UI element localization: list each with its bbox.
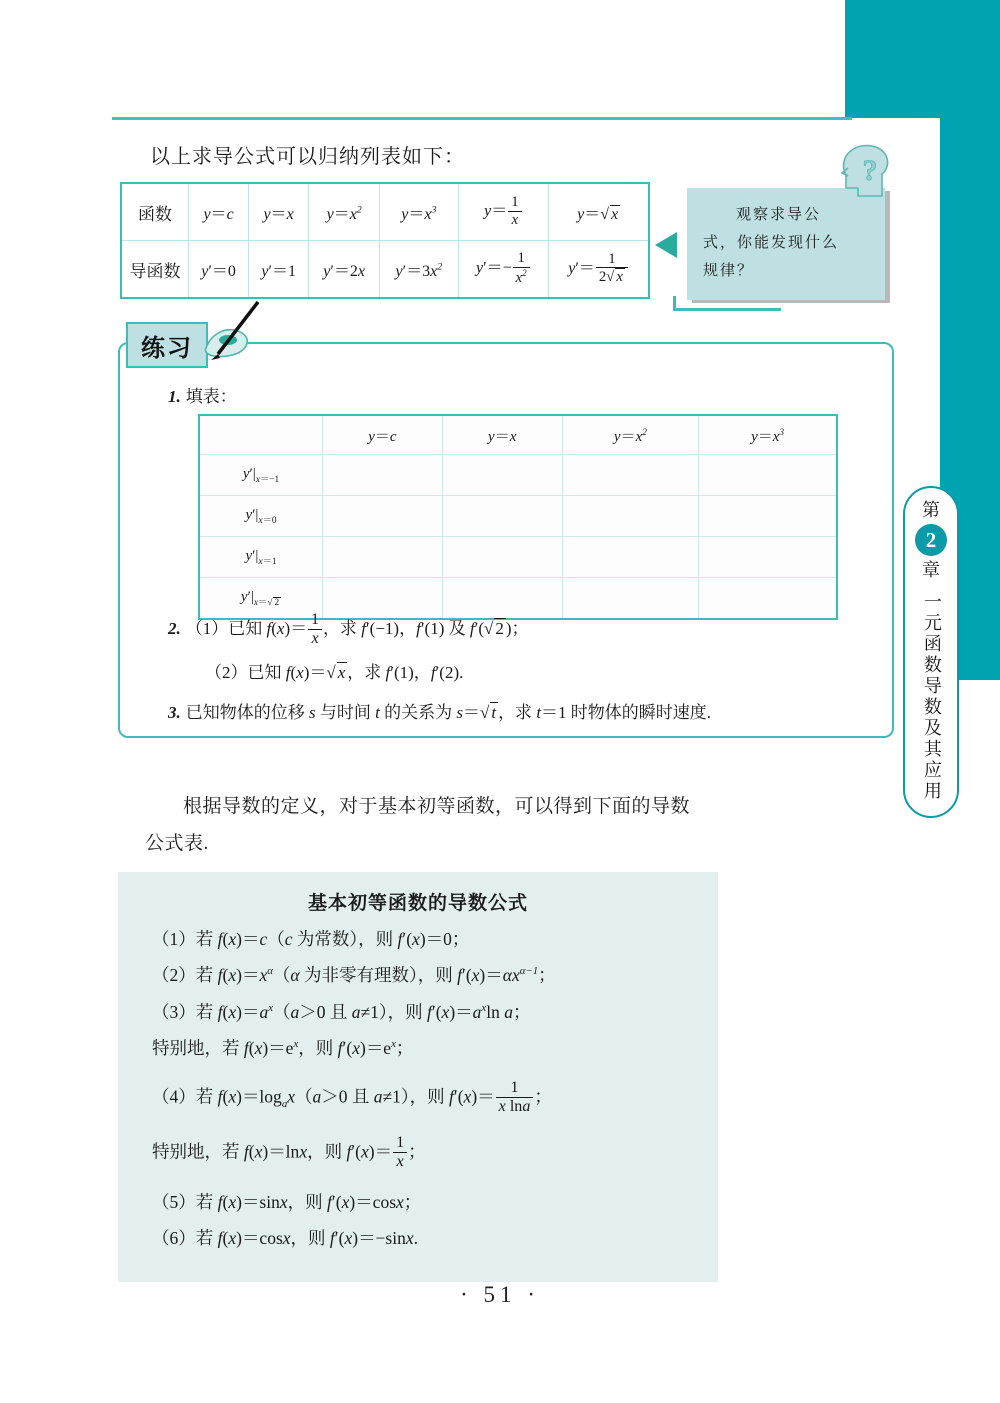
cell-function-5: y＝ $\frac{1}{x}$: [458, 183, 549, 241]
col-header-3: $y=x^2$: [562, 415, 699, 455]
derivative-summary-table: [120, 182, 650, 299]
answer-cell[interactable]: [442, 496, 562, 537]
bubble-line-3: 规律？: [703, 262, 755, 279]
answer-cell[interactable]: [699, 537, 837, 578]
table-row: [121, 183, 649, 241]
bubble-line-1: 观察求导公: [736, 207, 822, 223]
answer-cell[interactable]: [699, 496, 837, 537]
bubble-line-2: 式，你能发现什么: [703, 234, 840, 251]
cell-derivative-6: y′＝ $\frac{1}{2√ x}$: [549, 241, 649, 299]
col-header-2: y＝x: [442, 415, 562, 455]
bubble-tail: [673, 296, 781, 311]
cell-derivative-5: y′＝− $\frac{1}{x^2}$: [458, 241, 549, 299]
chapter-prefix: 第: [922, 500, 940, 520]
practice-item-2-sub-2: [205, 658, 463, 683]
cell-function-2: y＝x: [249, 183, 309, 241]
practice-item-3: [168, 698, 711, 723]
answer-cell[interactable]: [699, 578, 837, 620]
formula-line-6: 特别地，若 f(x)＝lnx，则 f′(x)＝ $\frac{1}{x}$ ；: [152, 1133, 426, 1170]
header-rule: [112, 117, 852, 120]
formula-box: [118, 872, 718, 1282]
answer-cell[interactable]: [562, 455, 699, 496]
row-label-derivative: 导函数: [121, 241, 189, 299]
row-header-2: $y'|_{x=0}$: [199, 496, 323, 537]
formula-box-title: 基本初等函数的导数公式: [307, 893, 528, 914]
corner-cell: [199, 415, 323, 455]
answer-cell[interactable]: [562, 578, 699, 620]
cell-derivative-4: $y'=3x^2$: [380, 241, 458, 299]
formula-line-1: （1）若 f(x)＝c（c 为常数），则 f′(x)＝0；: [152, 929, 470, 949]
practice-tag: 练习: [126, 322, 208, 368]
table-row: [199, 537, 837, 578]
col-header-1: y＝c: [323, 415, 443, 455]
item-number: 2.: [168, 618, 181, 638]
body-paragraph: 根据导数的定义，对于基本初等函数，可以得到下面的导数公式表.: [145, 796, 691, 855]
cell-derivative-3: y′＝2x: [309, 241, 380, 299]
formula-line-8: （6）若 f(x)＝cosx，则 f′(x)＝−sinx.: [152, 1227, 419, 1248]
answer-cell[interactable]: [442, 537, 562, 578]
table-row: [199, 415, 837, 455]
thought-bubble: [687, 186, 885, 300]
row-header-1: $y'|_{x=-1}$: [199, 455, 323, 496]
practice-item-1: [168, 382, 237, 407]
answer-cell[interactable]: [699, 455, 837, 496]
item-2-sub-1: （1）已知 f(x)＝ $\frac{1}{x}$ ，求 f′(−1)，f′(1) 及 f′(√ 2 )；: [185, 611, 529, 647]
intro-line: 以上求导公式可以归纳列表如下：: [150, 146, 465, 168]
item-number: 3.: [168, 703, 181, 722]
table-row: [199, 496, 837, 537]
page-number: · 51 ·: [460, 1282, 540, 1307]
cell-derivative-1: y′＝0: [189, 241, 249, 299]
row-header-3: $y'|_{x=1}$: [199, 537, 323, 578]
col-header-4: $y=x^3$: [699, 415, 837, 455]
thinking-head-icon: [838, 140, 894, 198]
answer-cell[interactable]: [323, 455, 443, 496]
answer-cell[interactable]: [323, 496, 443, 537]
practice-item-2: [168, 612, 529, 648]
formula-line-5: （4）若 $f(x)=\log_ax(a>0$ 且 a≠1），则 f′(x)＝ $\frac{1}{\text{x lna}}$ ；: [152, 1078, 552, 1115]
cell-function-6: y＝√ x: [549, 183, 649, 241]
table-row: [199, 455, 837, 496]
item-2-sub-2: （2）已知 f(x)＝√ x ，求 f′(1)，f′(2).: [205, 663, 464, 682]
answer-cell[interactable]: [562, 537, 699, 578]
answer-cell[interactable]: [323, 537, 443, 578]
chapter-number-badge: 2: [915, 524, 947, 556]
chapter-title: 一元函数导数及其应用: [921, 592, 942, 803]
formula-line-7: （5）若 f(x)＝sinx，则 f′(x)＝cosx；: [152, 1191, 422, 1212]
item-3-text: 已知物体的位移 s 与时间 t 的关系为 s＝√ t ，求 t＝1 时物体的瞬时速度.: [185, 703, 712, 722]
table-row: [121, 241, 649, 299]
fill-in-table[interactable]: [198, 414, 838, 620]
chapter-suffix: 章: [922, 560, 940, 581]
hand-pencil-icon: [196, 300, 268, 366]
chapter-tab: [903, 486, 959, 818]
cell-derivative-2: y′＝1: [249, 241, 309, 299]
svg-text:?: ?: [862, 154, 878, 187]
formula-line-3: （3）若 $f(x)=a^x(a>0$ 且 a≠1），则 $f'(x)=a^x\ln$ a；: [152, 1001, 531, 1022]
formula-line-4: 特别地，若 $f(x)=e^x$，则 $f'(x)=e^x$；: [152, 1038, 414, 1059]
answer-cell[interactable]: [562, 496, 699, 537]
bubble-pointer-icon: [655, 232, 677, 258]
row-label-function: 函数: [121, 183, 189, 241]
item-number: 1.: [168, 387, 181, 406]
thought-bubble-text: [687, 188, 885, 285]
answer-cell[interactable]: [442, 455, 562, 496]
formula-line-2: （2）若 $f(x)=x^\alpha(\alpha$ 为非零有理数），则 $f'(x)=\alpha x^{\alpha-1}$；: [152, 965, 556, 986]
cell-function-4: $y=x^3$: [380, 183, 458, 241]
item-text: 填表：: [185, 387, 237, 406]
cell-function-1: y＝c: [189, 183, 249, 241]
row-header-4: $y'|_{x=√ 2}$: [199, 578, 323, 620]
cell-function-3: $y=x^2$: [309, 183, 380, 241]
